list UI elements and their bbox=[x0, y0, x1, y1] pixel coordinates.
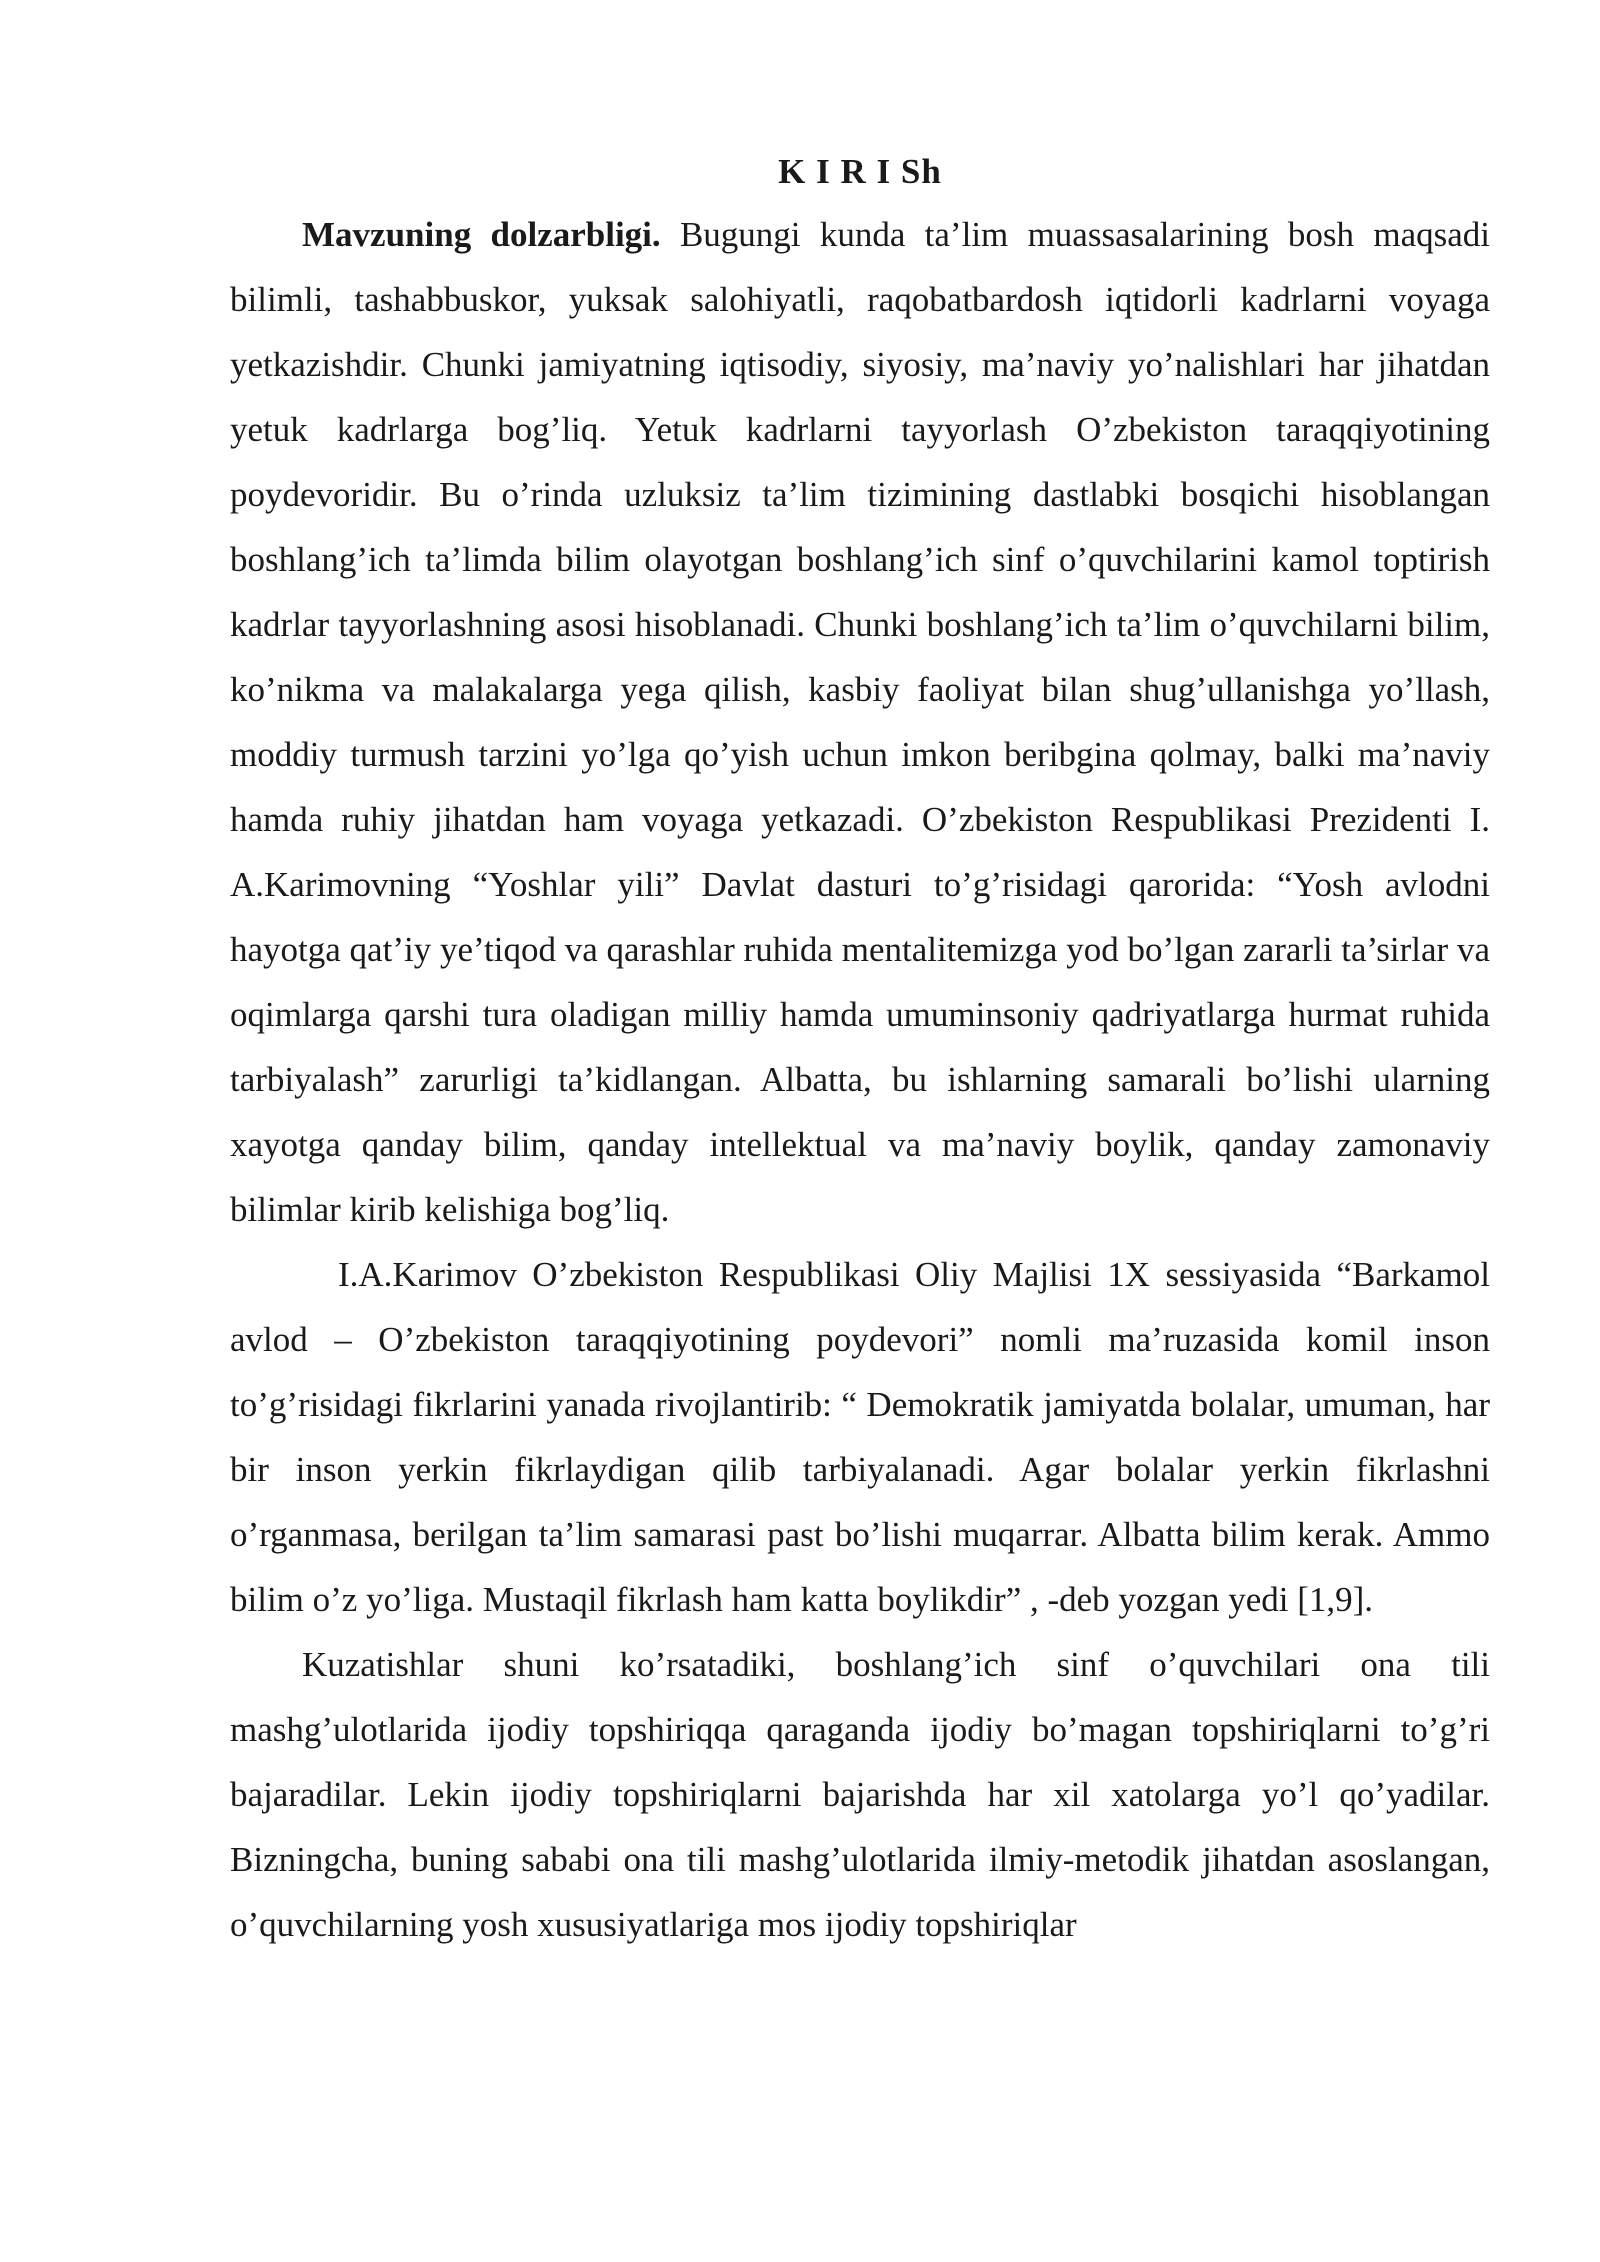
paragraph-karimov-quote bbox=[230, 1242, 1490, 1632]
paragraph-lead: Mavzuning dolzarbligi. bbox=[302, 215, 661, 254]
paragraph-relevance bbox=[230, 202, 1490, 1242]
paragraph-text: I.A.Karimov O’zbekiston Respublikasi Oliy Majlisi 1X sessiyasida “Barkamol avlod – O’zbekiston taraqqiyotining poydevori” nomli ma’ruzasida komil inson to’g’risidagi fikrlarini yanada rivojlantirib: “ Demokratik jamiyatda bolalar, umuman, har bir inson yerkin fikrlaydigan qilib tarbiyalanadi. Agar bolalar yerkin fikrlashni o’rganmasa, berilgan ta’lim samarasi past bo’lishi muqarrar. Albatta bilim kerak. Ammo bilim o’z yo’liga. Mustaqil fikrlash ham katta boylikdir” , -deb yozgan yedi [1,9]. bbox=[230, 1255, 1490, 1619]
paragraph-text: Kuzatishlar shuni ko’rsatadiki, boshlang’ich sinf o’quvchilari ona tili mashg’ulotlarida ijodiy topshiriqqa qaraganda ijodiy bo’magan topshiriqlarni to’g’ri bajaradilar. Lekin ijodiy topshiriqlarni bajarishda har xil xatolarga yo’l qo’yadilar. Bizningcha, buning sababi ona tili mashg’ulotlarida ilmiy-metodik jihatdan asoslangan, o’quvchilarning yosh xususiyatlariga mos ijodiy topshiriqlar bbox=[230, 1645, 1490, 1944]
section-heading: K I R I Sh bbox=[778, 152, 942, 191]
document-page bbox=[230, 150, 1490, 1957]
paragraph-text: Bugungi kunda ta’lim muassasalarining bosh maqsadi bilimli, tashabbuskor, yuksak salohiyatli, raqobatbardosh iqtidorli kadrlarni voyaga yetkazishdir. Chunki jamiyatning iqtisodiy, siyosiy, ma’naviy yo’nalishlari har jihatdan yetuk kadrlarga bog’liq. Yetuk kadrlarni tayyorlash O’zbekiston taraqqiyotining poydevoridir. Bu o’rinda uzluksiz ta’lim tizimining dastlabki bosqichi hisoblangan boshlang’ich ta’limda bilim olayotgan boshlang’ich sinf o’quvchilarini kamol toptirish kadrlar tayyorlashning asosi hisoblanadi. Chunki boshlang’ich ta’lim o’quvchilarni bilim, ko’nikma va malakalarga yega qilish, kasbiy faoliyat bilan shug’ullanishga yo’llash, moddiy turmush tarzini yo’lga qo’yish uchun imkon beribgina qolmay, balki ma’naviy hamda ruhiy jihatdan ham voyaga yetkazadi. O’zbekiston Respublikasi Prezidenti I. A.Karimovning “Yoshlar yili” Davlat dasturi to’g’risidagi qarorida: “Yosh avlodni hayotga qat’iy ye’tiqod va qarashlar ruhida mentalitemizga yod bo’lgan zararli ta’sirlar va oqimlarga qarshi tura oladigan milliy hamda umuminsoniy qadriyatlarga hurmat ruhida tarbiyalash” zarurligi ta’kidlangan. Albatta, bu ishlarning samarali bo’lishi ularning xayotga qanday bilim, qanday intellektual va ma’naviy boylik, qanday zamonaviy bilimlar kirib kelishiga bog’liq. bbox=[230, 215, 1490, 1229]
paragraph-observations bbox=[230, 1632, 1490, 1957]
